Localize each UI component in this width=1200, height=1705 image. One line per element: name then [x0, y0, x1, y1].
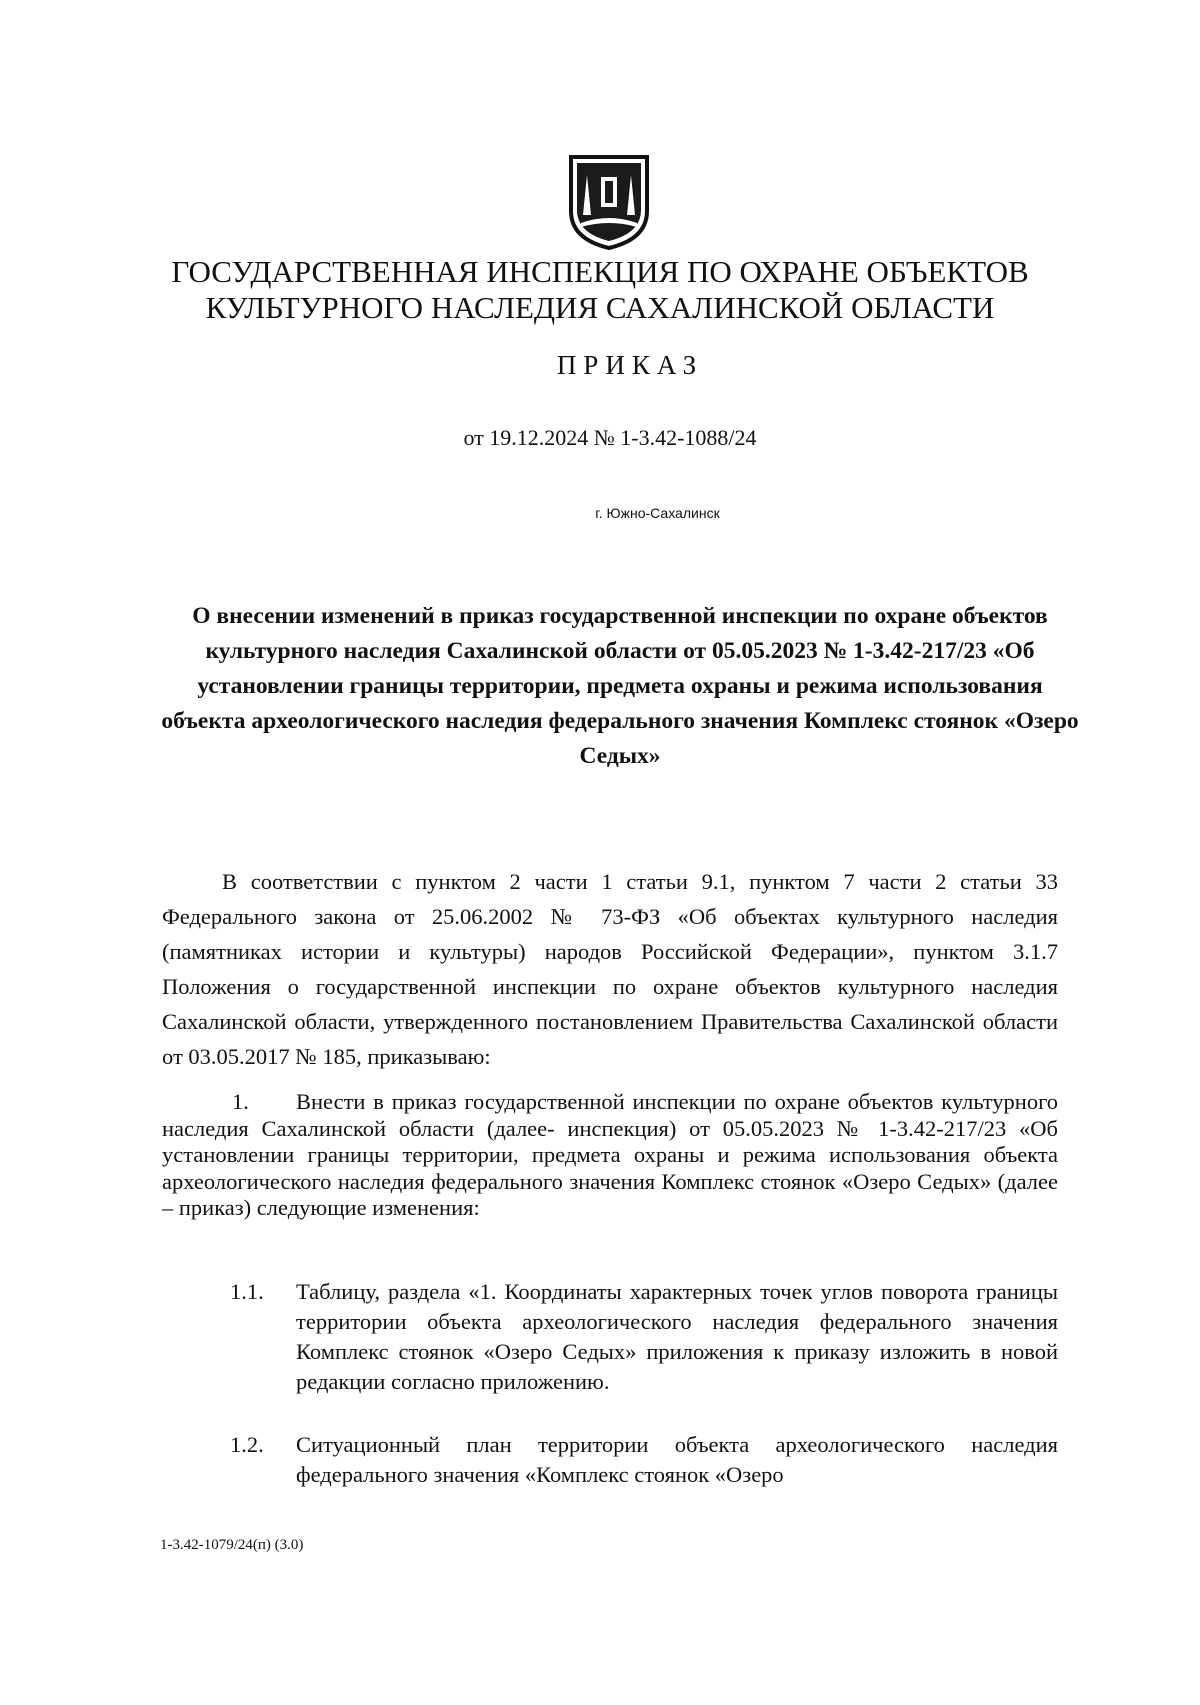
organization-name — [100, 254, 1100, 326]
sub-item-1-2 — [230, 1430, 1058, 1490]
item-1-number: 1. — [232, 1089, 249, 1114]
org-line-2: КУЛЬТУРНОГО НАСЛЕДИЯ САХАЛИНСКОЙ ОБЛАСТИ — [205, 290, 995, 325]
sub-item-text: Ситуационный план территории объекта археологического наследия федерального значения «Комплекс стоянок «Озеро — [296, 1432, 1058, 1487]
item-1 — [162, 1089, 1058, 1222]
preamble-paragraph: В соответствии с пунктом 2 части 1 статьи 9.1, пунктом 7 части 2 статьи 33 Федерального закона от 25.06.2002 № 73-ФЗ «Об объектах культурного наследия (памятниках истории и культуры) народов Российской Федерации», пунктом 3.1.7 Положения о государственной инспекции по охране объектов культурного наследия Сахалинской области, утвержденного постановлением Правительства Сахалинской области от 03.05.2017 № 185, приказываю: — [162, 869, 1058, 1069]
sub-item-number: 1.1. — [230, 1279, 264, 1304]
sub-item-text: Таблицу, раздела «1. Координаты характерных точек углов поворота границы территории объекта археологического наследия федерального значения Комплекс стоянок «Озеро Седых» приложения к приказу изложить в новой редакции согласно приложению. — [296, 1279, 1058, 1394]
sub-item-number: 1.2. — [230, 1432, 264, 1457]
document-title: О внесении изменений в приказ государственной инспекции по охране объектов культурного наследия Сахалинской области от 05.05.2023 № 1-3.42-217/23 «Об установлении границы территории, предмета охраны и режима использования объекта археологического наследия федерального значения Комплекс стоянок «Озеро Седых» — [161, 603, 1079, 769]
order-heading: ПРИКАЗ — [556, 350, 704, 380]
item-1-text: Внести в приказ государственной инспекции по охране объектов культурного наследия Сахалинской области (далее- инспекция) от 05.05.2023 № 1-3.42-217/23 «Об установлении границы территории, предмета охраны и режима использования объекта археологического наследия федерального значения Комплекс стоянок «Озеро Седых» (далее – приказ) следующие изменения: — [162, 1089, 1058, 1221]
sub-item-1-1 — [230, 1277, 1058, 1397]
preamble-block — [162, 864, 1058, 1074]
sakhalin-coat-of-arms-icon — [567, 153, 651, 251]
order-number: от 19.12.2024 № 1-3.42-1088/24 — [463, 425, 757, 450]
city: г. Южно-Сахалинск — [595, 505, 720, 521]
org-line-1: ГОСУДАРСТВЕННАЯ ИНСПЕКЦИЯ ПО ОХРАНЕ ОБЪЕКТОВ — [171, 254, 1029, 289]
footer-doc-code: 1-3.42-1079/24(п) (3.0) — [160, 1537, 304, 1553]
